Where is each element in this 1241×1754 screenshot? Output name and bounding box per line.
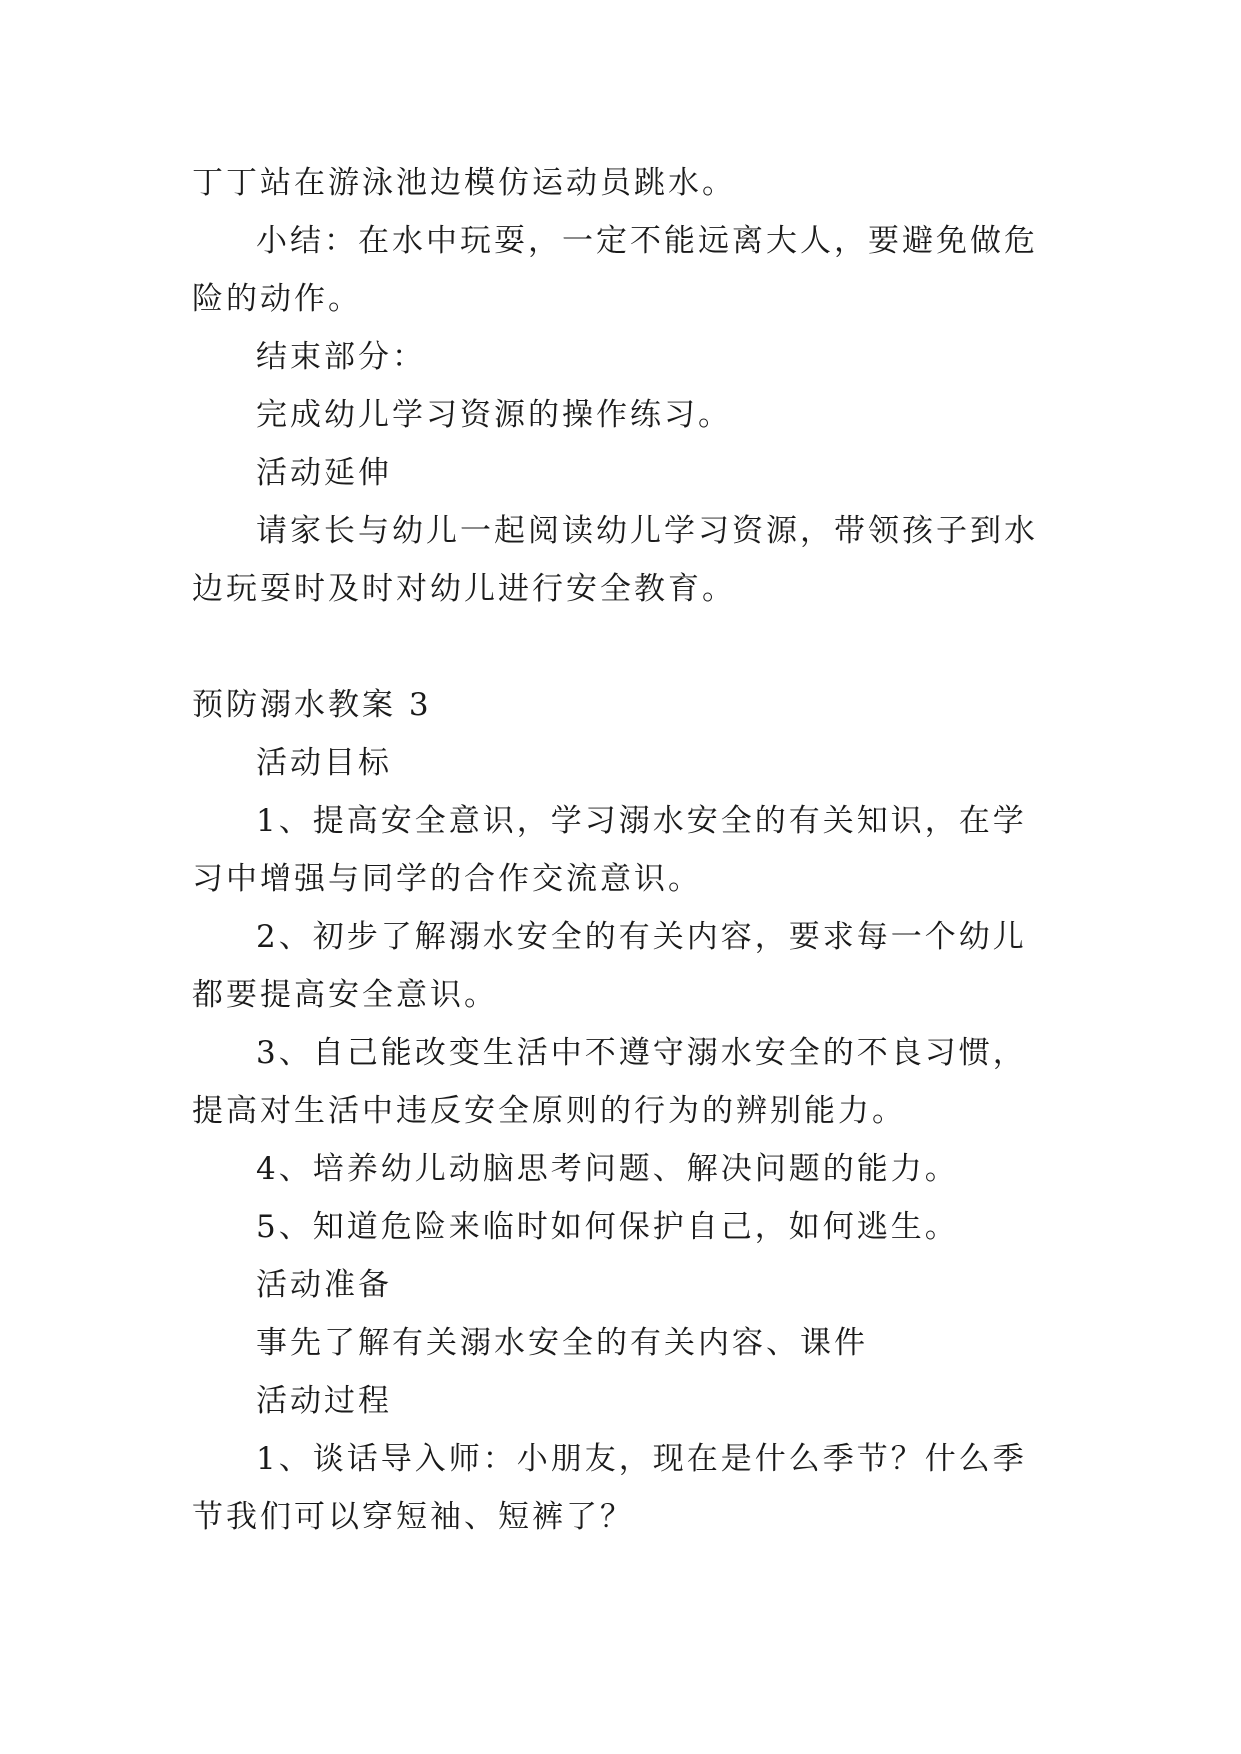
list-item: 2、初步了解溺水安全的有关内容，要求每一个幼儿都要提高安全意识。: [192, 919, 1027, 1013]
paragraph-preparation-label: 活动准备: [256, 1267, 392, 1303]
paragraph: 事先了解有关溺水安全的有关内容、课件: [256, 1325, 868, 1361]
paragraph-goals-label: 活动目标: [256, 745, 392, 781]
document-body: [192, 154, 1052, 1546]
section-spacer: [192, 618, 1052, 676]
paragraph: 完成幼儿学习资源的操作练习。: [256, 397, 732, 433]
paragraph-summary: 小结：在水中玩耍，一定不能远离大人，要避免做危险的动作。: [192, 223, 1038, 317]
paragraph: 请家长与幼儿一起阅读幼儿学习资源，带领孩子到水边玩耍时及时对幼儿进行安全教育。: [192, 513, 1038, 607]
list-item: 5、知道危险来临时如何保护自己，如何逃生。: [256, 1209, 959, 1245]
paragraph-closing-label: 结束部分：: [256, 339, 426, 375]
paragraph-process-label: 活动过程: [256, 1383, 392, 1419]
list-item: 3、自己能改变生活中不遵守溺水安全的不良习惯，提高对生活中违反安全原则的行为的辨别能力。: [192, 1035, 1027, 1129]
list-item: 1、提高安全意识，学习溺水安全的有关知识，在学习中增强与同学的合作交流意识。: [192, 803, 1027, 897]
list-item: 4、培养幼儿动脑思考问题、解决问题的能力。: [256, 1151, 959, 1187]
paragraph-extension-label: 活动延伸: [256, 455, 392, 491]
paragraph: 丁丁站在游泳池边模仿运动员跳水。: [192, 165, 736, 201]
list-item: 1、谈话导入师：小朋友，现在是什么季节？什么季节我们可以穿短袖、短裤了？: [192, 1441, 1027, 1535]
section-title: 预防溺水教案 3: [192, 687, 432, 723]
